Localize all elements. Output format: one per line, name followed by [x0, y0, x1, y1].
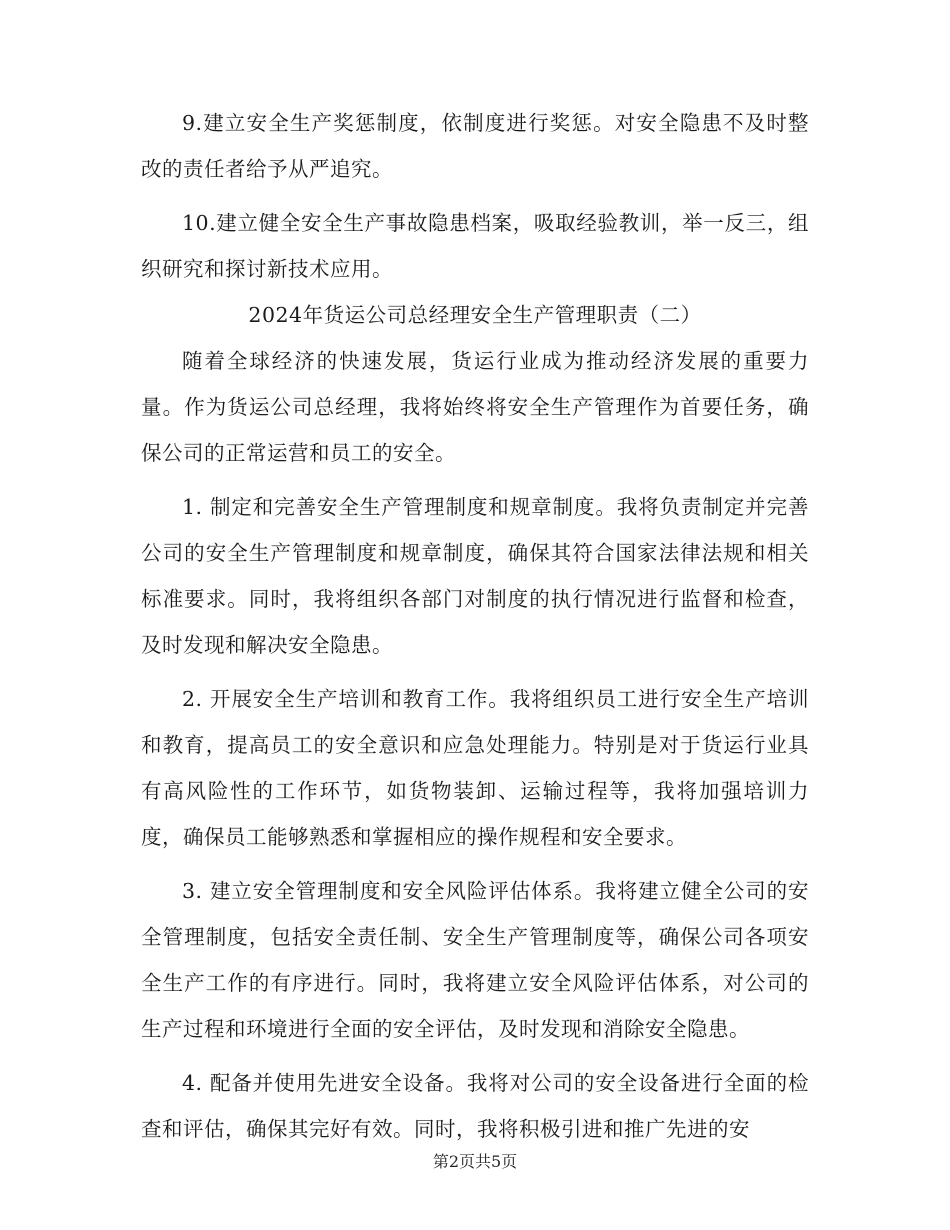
paragraph-item-10: 10.建立健全安全生产事故隐患档案，吸取经验教训，举一反三，组织研究和探讨新技术应用。 — [141, 211, 809, 281]
paragraph-item-3: 3. 建立安全管理制度和安全风险评估体系。我将建立健全公司的安全管理制度，包括安全责任制、安全生产管理制度等，确保公司各项安全生产工作的有序进行。同时，我将建立安全风险评估体系，对公司的生产过程和环境进行全面的安全评估，及时发现和消除安全隐患。 — [141, 879, 809, 1041]
paragraph-item-1: 1. 制定和完善安全生产管理制度和规章制度。我将负责制定并完善公司的安全生产管理制度和规章制度，确保其符合国家法律法规和相关标准要求。同时，我将组织各部门对制度的执行情况进行监督和检查，及时发现和解决安全隐患。 — [141, 495, 809, 657]
section-title: 2024年货运公司总经理安全生产管理职责（二） — [248, 303, 702, 327]
document-body — [141, 100, 809, 1152]
intro-paragraph: 随着全球经济的快速发展，货运行业成为推动经济发展的重要力量。作为货运公司总经理，我将始终将安全生产管理作为首要任务，确保公司的正常运营和员工的安全。 — [141, 349, 809, 465]
paragraph-item-4: 4. 配备并使用先进安全设备。我将对公司的安全设备进行全面的检查和评估，确保其完好有效。同时，我将积极引进和推广先进的安 — [141, 1071, 809, 1141]
paragraph-item-2: 2. 开展安全生产培训和教育工作。我将组织员工进行安全生产培训和教育，提高员工的安全意识和应急处理能力。特别是对于货运行业具有高风险性的工作环节，如货物装卸、运输过程等，我将加强培训力度，确保员工能够熟悉和掌握相应的操作规程和安全要求。 — [141, 687, 809, 849]
paragraph-item-9: 9.建立安全生产奖惩制度，依制度进行奖惩。对安全隐患不及时整改的责任者给予从严追究。 — [141, 111, 809, 181]
page-number-footer: 第2页共5页 — [432, 1152, 518, 1171]
